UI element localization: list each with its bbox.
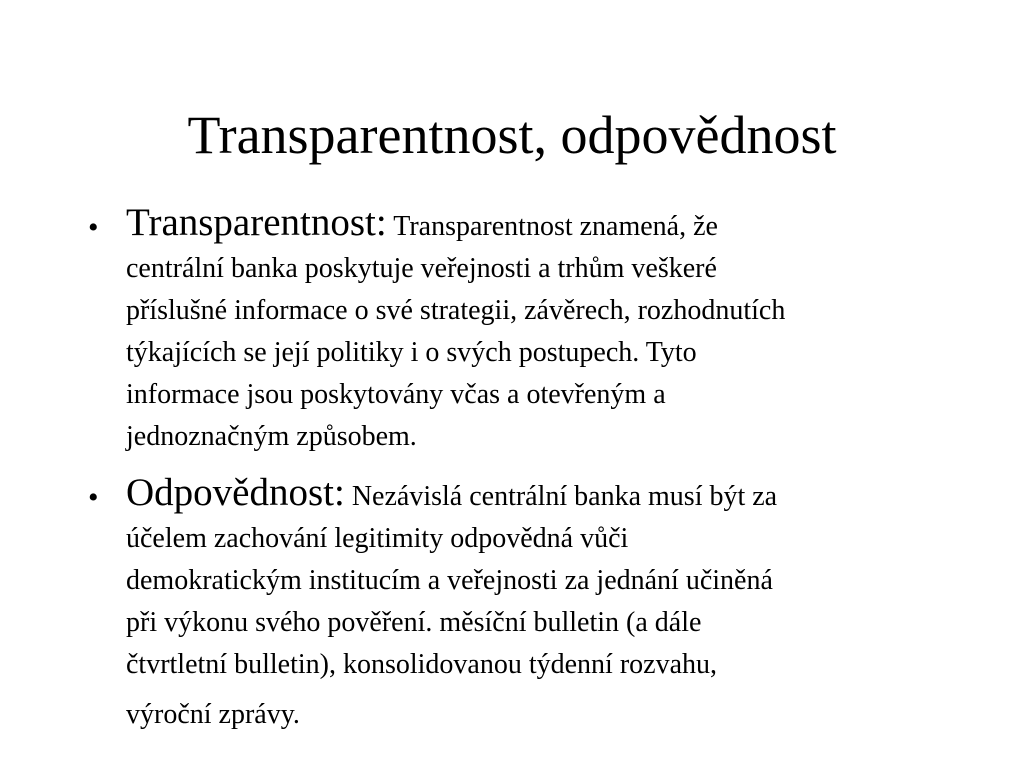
bullet-line: příslušné informace o své strategii, závěrech, rozhodnutích bbox=[126, 295, 786, 326]
bullet-line: při výkonu svého pověření. měsíční bulletin (a dále bbox=[126, 607, 702, 638]
bullet-line: informace jsou poskytovány včas a otevřeným a bbox=[126, 379, 666, 410]
bullet-first-line bbox=[126, 472, 941, 518]
bullet-heading: Odpovědnost: bbox=[126, 471, 345, 514]
bullet-line: týkajících se její politiky i o svých postupech. Tyto bbox=[126, 337, 697, 368]
bullet-line: účelem zachování legitimity odpovědná vůči bbox=[126, 523, 629, 554]
bullet-line: Nezávislá centrální banka musí být za bbox=[351, 481, 778, 512]
bullet-line: centrální banka poskytuje veřejnosti a trhům veškeré bbox=[126, 253, 717, 284]
bullet-line: Transparentnost znamená, že bbox=[393, 211, 718, 242]
slide-title: Transparentnost, odpovědnost bbox=[187, 105, 837, 165]
bullet-line: jednoznačným způsobem. bbox=[126, 421, 417, 452]
bullet-line: výroční zprávy. bbox=[126, 699, 300, 730]
bullet-text bbox=[126, 202, 941, 458]
bullet-text bbox=[126, 472, 941, 736]
bullet-line: čtvrtletní bulletin), konsolidovanou týdenní rozvahu, bbox=[126, 649, 717, 680]
bullet-icon: • bbox=[88, 481, 99, 514]
bullet-line: demokratickým institucím a veřejnosti za jednání učiněná bbox=[126, 565, 773, 596]
bullet-first-line bbox=[126, 202, 941, 248]
bullet-heading: Transparentnost: bbox=[126, 201, 387, 244]
bullet-icon: • bbox=[88, 211, 99, 244]
